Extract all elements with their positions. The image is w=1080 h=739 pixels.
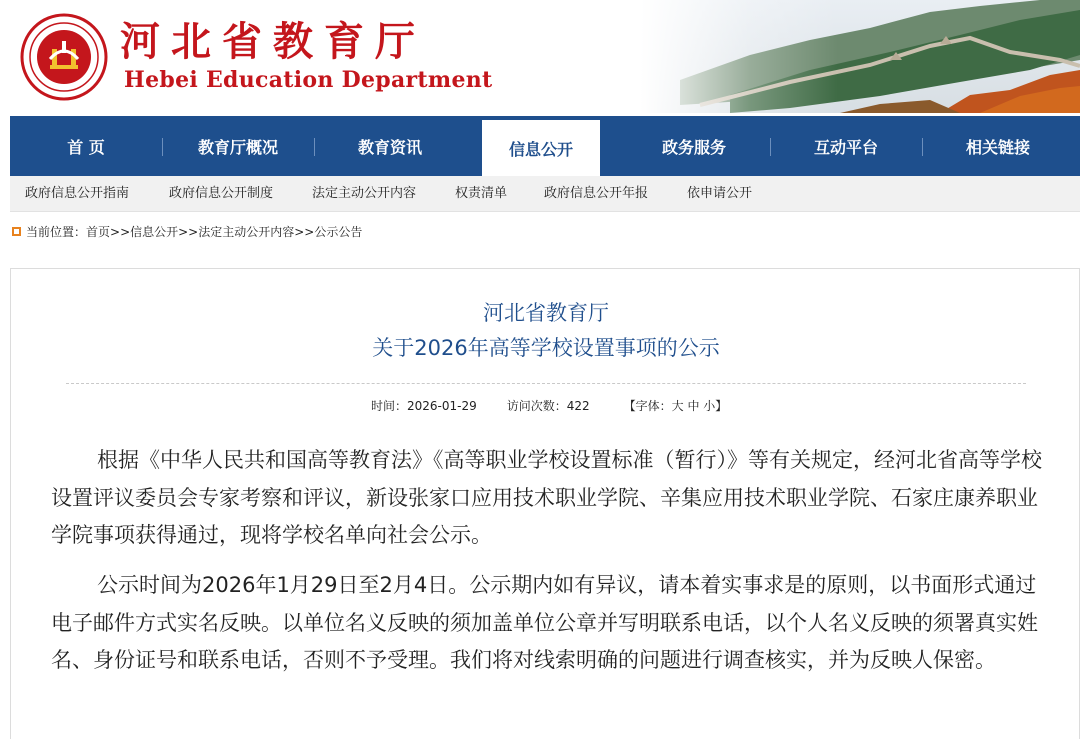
great-wall-banner [640, 0, 1080, 113]
article-panel [10, 268, 1080, 739]
nav-item-overview[interactable]: 教育厅概况 [197, 137, 278, 157]
location-icon [12, 227, 21, 236]
subnav-item-guide[interactable]: 政府信息公开指南 [25, 186, 130, 201]
subnav-item-annual-report[interactable]: 政府信息公开年报 [544, 186, 649, 201]
font-size-switch[interactable]: 【字体：大 中 小】 [623, 399, 728, 413]
nav-item-news[interactable]: 教育资讯 [357, 137, 422, 157]
breadcrumb-prefix: 当前位置： [26, 224, 87, 239]
title-divider [66, 383, 1026, 384]
main-nav [10, 116, 1080, 176]
nav-item-info-disclosure[interactable]: 信息公开 [482, 120, 600, 176]
subnav-item-statutory-content[interactable]: 法定主动公开内容 [312, 186, 417, 201]
subnav-item-system[interactable]: 政府信息公开制度 [169, 186, 274, 201]
publish-time: 时间：2026-01-29 [371, 399, 477, 413]
subnav-item-power-list[interactable]: 权责清单 [455, 186, 508, 201]
nav-item-interaction[interactable]: 互动平台 [813, 137, 878, 157]
subnav-item-on-request[interactable]: 依申请公开 [687, 186, 753, 201]
breadcrumb [12, 222, 362, 240]
article-title-org: 河北省教育厅 [483, 301, 609, 325]
article-paragraph: 根据《中华人民共和国高等教育法》《高等职业学校设置标准（暂行）》等有关规定，经河北省高等学校设置评议委员会专家考察和评议，新设张家口应用技术职业学院、辛集应用技术职业学院、石家庄康养职业学院事项获得通过，现将学校名单向社会公示。 [51, 448, 1042, 547]
article-meta [371, 397, 727, 414]
article-paragraph: 公示时间为2026年1月29日至2月4日。公示期内如有异议，请本着实事求是的原则，以书面形式通过电子邮件方式实名反映。以单位名义反映的须加盖单位公章并写明联系电话，以个人名义反映的须署真实姓名、身份证号和联系电话，否则不予受理。我们将对线索明确的问题进行调查核实，并为反映人保密。 [51, 573, 1038, 672]
emblem-logo[interactable] [20, 13, 108, 101]
site-header [0, 0, 1080, 113]
site-title-cn: 河北省教育厅 [120, 18, 426, 65]
sub-nav [10, 176, 1080, 212]
nav-item-home[interactable]: 首 页 [67, 137, 105, 157]
nav-item-links[interactable]: 相关链接 [965, 137, 1030, 157]
breadcrumb-path[interactable]: 首页>>信息公开>>法定主动公开内容>>公示公告 [86, 224, 363, 239]
site-title-en: Hebei Education Department [124, 67, 493, 93]
visit-count: 访问次数：422 [506, 399, 590, 413]
article-title: 关于2026年高等学校设置事项的公示 [372, 336, 720, 360]
nav-item-gov-services[interactable]: 政务服务 [661, 137, 726, 157]
